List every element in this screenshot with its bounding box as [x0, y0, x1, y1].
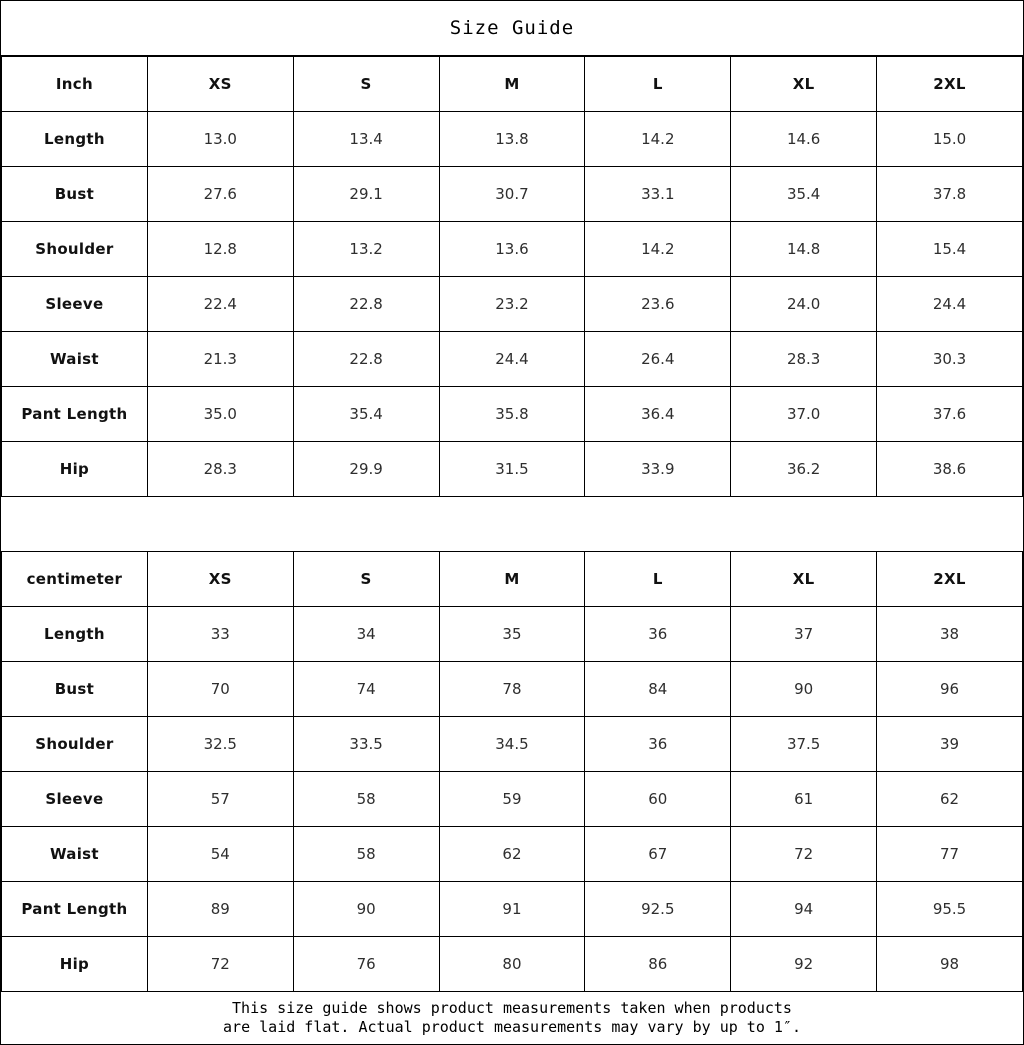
measurement-value-cell: 26.4 — [585, 332, 731, 387]
measurement-value-cell: 33.9 — [585, 442, 731, 497]
measurement-value-cell: 33.5 — [293, 717, 439, 772]
unit-header-cell: Inch — [2, 57, 148, 112]
measurement-value-cell: 60 — [585, 772, 731, 827]
measurement-value-cell: 77 — [877, 827, 1023, 882]
measurement-value-cell: 13.2 — [293, 222, 439, 277]
measurement-value-cell: 78 — [439, 662, 585, 717]
measurement-value-cell: 36 — [585, 607, 731, 662]
measurement-row — [2, 387, 1023, 442]
measurement-value-cell: 70 — [147, 662, 293, 717]
measurement-value-cell: 14.2 — [585, 222, 731, 277]
measurement-label-cell: Pant Length — [2, 387, 148, 442]
measurement-value-cell: 38.6 — [877, 442, 1023, 497]
size-header-cell: L — [585, 552, 731, 607]
disclaimer-line-1: This size guide shows product measurements taken when products — [232, 999, 792, 1018]
size-header-cell: S — [293, 552, 439, 607]
measurement-value-cell: 29.1 — [293, 167, 439, 222]
size-header-cell: 2XL — [877, 552, 1023, 607]
disclaimer-line-2: are laid flat. Actual product measurements may vary by up to 1″. — [223, 1018, 801, 1036]
measurement-row — [2, 442, 1023, 497]
measurement-row — [2, 662, 1023, 717]
measurement-value-cell: 67 — [585, 827, 731, 882]
measurement-label-cell: Length — [2, 607, 148, 662]
size-header-cell: M — [439, 552, 585, 607]
measurement-value-cell: 14.8 — [731, 222, 877, 277]
measurement-value-cell: 33 — [147, 607, 293, 662]
measurement-value-cell: 31.5 — [439, 442, 585, 497]
measurement-value-cell: 35.0 — [147, 387, 293, 442]
measurement-value-cell: 27.6 — [147, 167, 293, 222]
size-header-row — [2, 57, 1023, 112]
measurement-value-cell: 57 — [147, 772, 293, 827]
measurement-value-cell: 72 — [147, 937, 293, 992]
measurement-value-cell: 22.4 — [147, 277, 293, 332]
measurement-label-cell: Hip — [2, 442, 148, 497]
measurement-value-cell: 33.1 — [585, 167, 731, 222]
size-header-cell: XS — [147, 57, 293, 112]
measurement-value-cell: 22.8 — [293, 277, 439, 332]
measurement-value-cell: 86 — [585, 937, 731, 992]
measurement-value-cell: 24.4 — [877, 277, 1023, 332]
measurement-value-cell: 36.2 — [731, 442, 877, 497]
measurement-label-cell: Shoulder — [2, 717, 148, 772]
measurement-value-cell: 30.3 — [877, 332, 1023, 387]
size-header-row — [2, 552, 1023, 607]
measurement-value-cell: 37 — [731, 607, 877, 662]
measurement-value-cell: 37.8 — [877, 167, 1023, 222]
measurement-value-cell: 80 — [439, 937, 585, 992]
measurement-row — [2, 937, 1023, 992]
measurement-value-cell: 24.4 — [439, 332, 585, 387]
measurement-value-cell: 95.5 — [877, 882, 1023, 937]
measurement-value-cell: 23.2 — [439, 277, 585, 332]
measurement-value-cell: 90 — [731, 662, 877, 717]
measurement-row — [2, 717, 1023, 772]
measurement-value-cell: 76 — [293, 937, 439, 992]
measurement-value-cell: 22.8 — [293, 332, 439, 387]
measurement-label-cell: Length — [2, 112, 148, 167]
measurement-row — [2, 607, 1023, 662]
measurement-value-cell: 94 — [731, 882, 877, 937]
measurement-value-cell: 54 — [147, 827, 293, 882]
measurement-value-cell: 32.5 — [147, 717, 293, 772]
measurement-value-cell: 89 — [147, 882, 293, 937]
centimeter-size-table — [1, 551, 1023, 992]
measurement-value-cell: 92 — [731, 937, 877, 992]
measurement-row — [2, 112, 1023, 167]
measurement-value-cell: 74 — [293, 662, 439, 717]
measurement-label-cell: Hip — [2, 937, 148, 992]
measurement-value-cell: 28.3 — [147, 442, 293, 497]
measurement-label-cell: Bust — [2, 662, 148, 717]
measurement-value-cell: 35.8 — [439, 387, 585, 442]
measurement-value-cell: 13.0 — [147, 112, 293, 167]
measurement-label-cell: Waist — [2, 827, 148, 882]
measurement-value-cell: 35.4 — [293, 387, 439, 442]
measurement-value-cell: 91 — [439, 882, 585, 937]
measurement-label-cell: Pant Length — [2, 882, 148, 937]
measurement-row — [2, 772, 1023, 827]
measurement-label-cell: Sleeve — [2, 772, 148, 827]
measurement-value-cell: 96 — [877, 662, 1023, 717]
measurement-value-cell: 90 — [293, 882, 439, 937]
measurement-row — [2, 332, 1023, 387]
measurement-row — [2, 277, 1023, 332]
measurement-value-cell: 35.4 — [731, 167, 877, 222]
measurement-value-cell: 21.3 — [147, 332, 293, 387]
measurement-value-cell: 72 — [731, 827, 877, 882]
measurement-label-cell: Shoulder — [2, 222, 148, 277]
measurement-value-cell: 58 — [293, 772, 439, 827]
measurement-value-cell: 38 — [877, 607, 1023, 662]
size-header-cell: L — [585, 57, 731, 112]
measurement-value-cell: 13.6 — [439, 222, 585, 277]
measurement-value-cell: 23.6 — [585, 277, 731, 332]
measurement-value-cell: 36 — [585, 717, 731, 772]
measurement-value-cell: 14.2 — [585, 112, 731, 167]
measurement-disclaimer — [1, 992, 1023, 1044]
measurement-label-cell: Waist — [2, 332, 148, 387]
measurement-label-cell: Sleeve — [2, 277, 148, 332]
size-header-cell: XS — [147, 552, 293, 607]
measurement-row — [2, 827, 1023, 882]
measurement-row — [2, 222, 1023, 277]
measurement-value-cell: 12.8 — [147, 222, 293, 277]
measurement-value-cell: 92.5 — [585, 882, 731, 937]
size-header-cell: XL — [731, 57, 877, 112]
measurement-value-cell: 13.4 — [293, 112, 439, 167]
measurement-value-cell: 36.4 — [585, 387, 731, 442]
size-header-cell: S — [293, 57, 439, 112]
measurement-label-cell: Bust — [2, 167, 148, 222]
measurement-value-cell: 98 — [877, 937, 1023, 992]
measurement-value-cell: 30.7 — [439, 167, 585, 222]
measurement-value-cell: 84 — [585, 662, 731, 717]
size-header-cell: XL — [731, 552, 877, 607]
measurement-value-cell: 61 — [731, 772, 877, 827]
table-spacer — [1, 497, 1023, 551]
measurement-value-cell: 37.6 — [877, 387, 1023, 442]
measurement-value-cell: 59 — [439, 772, 585, 827]
unit-header-cell: centimeter — [2, 552, 148, 607]
size-header-cell: 2XL — [877, 57, 1023, 112]
size-header-cell: M — [439, 57, 585, 112]
measurement-value-cell: 37.0 — [731, 387, 877, 442]
measurement-value-cell: 15.0 — [877, 112, 1023, 167]
size-guide-title: Size Guide — [1, 1, 1023, 56]
measurement-value-cell: 62 — [439, 827, 585, 882]
measurement-value-cell: 58 — [293, 827, 439, 882]
measurement-value-cell: 13.8 — [439, 112, 585, 167]
measurement-value-cell: 24.0 — [731, 277, 877, 332]
inch-size-table — [1, 56, 1023, 497]
measurement-row — [2, 167, 1023, 222]
measurement-value-cell: 34 — [293, 607, 439, 662]
measurement-value-cell: 39 — [877, 717, 1023, 772]
measurement-value-cell: 29.9 — [293, 442, 439, 497]
measurement-value-cell: 37.5 — [731, 717, 877, 772]
measurement-value-cell: 14.6 — [731, 112, 877, 167]
measurement-value-cell: 28.3 — [731, 332, 877, 387]
measurement-value-cell: 35 — [439, 607, 585, 662]
measurement-row — [2, 882, 1023, 937]
measurement-value-cell: 62 — [877, 772, 1023, 827]
measurement-value-cell: 15.4 — [877, 222, 1023, 277]
measurement-value-cell: 34.5 — [439, 717, 585, 772]
